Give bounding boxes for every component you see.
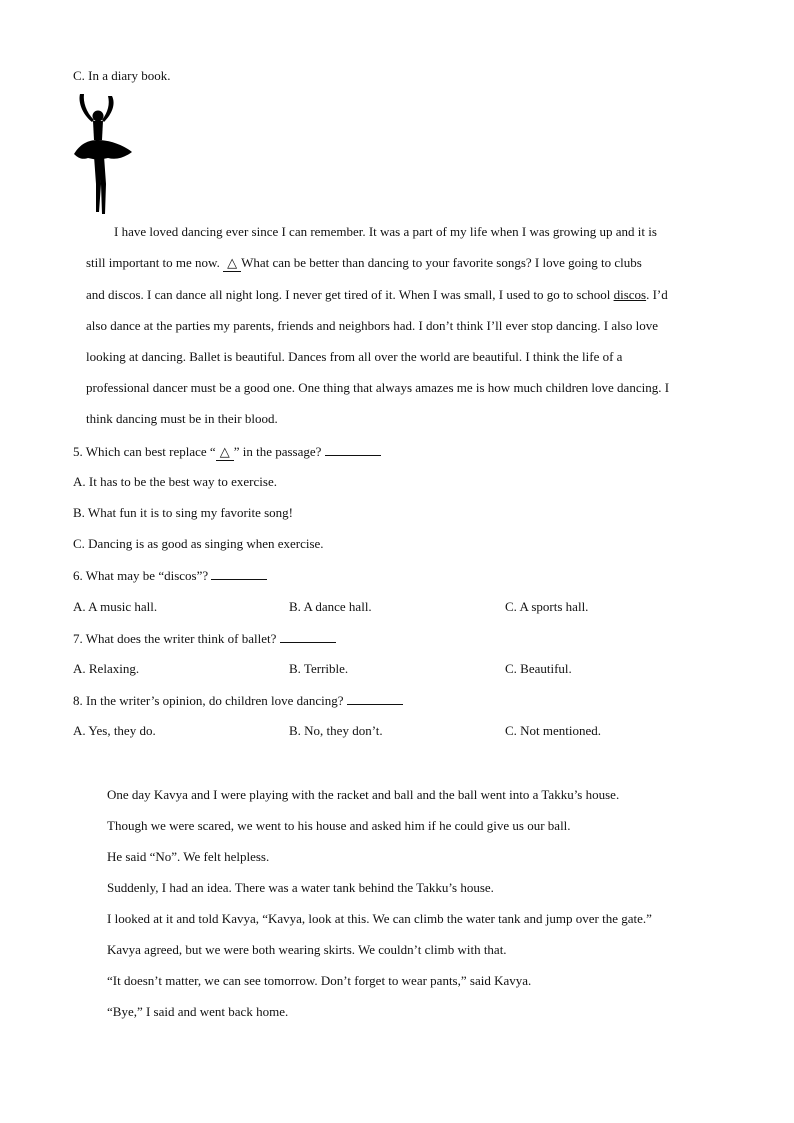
question-6-option-b: B. A dance hall. xyxy=(289,599,372,614)
passage1-line-1: I have loved dancing ever since I can remember. It was a part of my life when I was growing up and it is xyxy=(114,224,657,239)
question-5-stem-after: ” in the passage? xyxy=(233,444,322,459)
question-6-option-a: A. A music hall. xyxy=(73,599,158,614)
triangle-symbol: △ xyxy=(216,444,234,461)
question-7-stem xyxy=(73,630,336,647)
ballerina-silhouette-icon xyxy=(72,92,134,218)
header-option: C. In a diary book. xyxy=(73,68,171,83)
underlined-word-discos: discos xyxy=(613,287,647,302)
passage2-line-6: Kavya agreed, but we were both wearing skirts. We couldn’t climb with that. xyxy=(107,942,507,957)
question-8-stem-text: 8. In the writer’s opinion, do children love dancing? xyxy=(73,693,344,708)
passage2-line-1: One day Kavya and I were playing with the racket and ball and the ball went into a Takku’s house. xyxy=(107,787,620,802)
question-6-stem xyxy=(73,567,267,584)
answer-blank xyxy=(280,630,336,643)
question-7-stem-text: 7. What does the writer think of ballet? xyxy=(73,631,277,646)
passage1-line-7: think dancing must be in their blood. xyxy=(86,411,278,426)
answer-blank xyxy=(347,692,403,705)
passage2-line-2: Though we were scared, we went to his house and asked him if he could give us our ball. xyxy=(107,818,571,833)
passage1-line-3-tail: . I’d xyxy=(646,287,668,302)
question-5-option-a: A. It has to be the best way to exercise. xyxy=(73,474,277,489)
passage1-line-3-text: and discos. I can dance all night long. I never get tired of it. When I was small, I used to go to school xyxy=(86,287,611,302)
passage2-line-7: “It doesn’t matter, we can see tomorrow. Don’t forget to wear pants,” said Kavya. xyxy=(107,973,532,988)
question-5-option-c: C. Dancing is as good as singing when exercise. xyxy=(73,536,324,551)
question-6-option-c: C. A sports hall. xyxy=(505,599,589,614)
triangle-blank: △ xyxy=(223,255,241,272)
question-6-stem-text: 6. What may be “discos”? xyxy=(73,568,209,583)
question-8-stem xyxy=(73,692,403,709)
question-8-option-b: B. No, they don’t. xyxy=(289,723,383,738)
question-5-stem xyxy=(73,443,381,461)
passage2-line-4: Suddenly, I had an idea. There was a water tank behind the Takku’s house. xyxy=(107,880,494,895)
passage1-line-2-after: What can be better than dancing to your favorite songs? I love going to clubs xyxy=(241,255,642,270)
question-8-option-a: A. Yes, they do. xyxy=(73,723,156,738)
question-7-option-b: B. Terrible. xyxy=(289,661,349,676)
passage1-line-4: also dance at the parties my parents, friends and neighbors had. I don’t think I’ll ever stop dancing. I also love xyxy=(86,318,658,333)
question-8-option-c: C. Not mentioned. xyxy=(505,723,602,738)
question-7-option-c: C. Beautiful. xyxy=(505,661,572,676)
question-5-stem-before: 5. Which can best replace “ xyxy=(73,444,216,459)
answer-blank xyxy=(211,567,267,580)
question-7-option-a: A. Relaxing. xyxy=(73,661,140,676)
passage1-line-6: professional dancer must be a good one. One thing that always amazes me is how much children love dancing. I xyxy=(86,380,670,395)
passage2-line-3: He said “No”. We felt helpless. xyxy=(107,849,270,864)
passage1-line-2-before: still important to me now. xyxy=(86,255,220,270)
passage1-line-5: looking at dancing. Ballet is beautiful. Dances from all over the world are beautiful. I think the life of a xyxy=(86,349,623,364)
passage1-line-2 xyxy=(86,255,642,272)
question-5-option-b: B. What fun it is to sing my favorite song! xyxy=(73,505,294,520)
answer-blank xyxy=(325,443,381,456)
passage2-line-8: “Bye,” I said and went back home. xyxy=(107,1004,289,1019)
passage2-line-5: I looked at it and told Kavya, “Kavya, look at this. We can climb the water tank and jump over the gate.” xyxy=(107,911,652,926)
passage1-line-3 xyxy=(86,287,668,303)
